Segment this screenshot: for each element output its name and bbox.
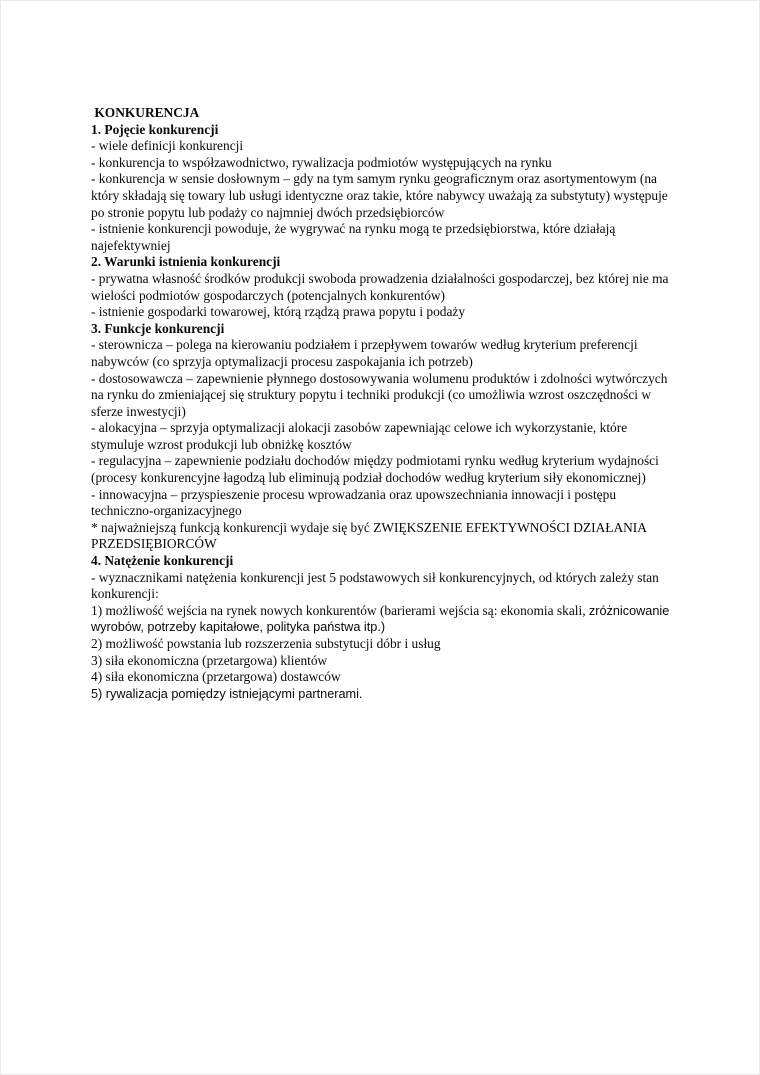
doc-text-run: - wyznacznikami natężenia konkurencji jest 5 podstawowych sił konkurencyjnych, od których zależy stan konkurencji: <box>91 569 663 602</box>
document-body <box>91 105 671 702</box>
doc-heading <box>91 122 671 139</box>
doc-text-run: 2) możliwość powstania lub rozszerzenia substytucji dóbr i usług <box>91 636 441 651</box>
doc-text-run: - alokacyjna – sprzyja optymalizacji alokacji zasobów zapewniając celowe ich wykorzystanie, które stymuluje wzrost produkcji lub obniżkę kosztów <box>91 420 631 452</box>
doc-text-run: 3. Funkcje konkurencji <box>91 320 225 336</box>
doc-paragraph <box>91 171 671 221</box>
doc-text-run: - wiele definicji konkurencji <box>91 138 244 154</box>
doc-text-run: 3) siła ekonomiczna (przetargowa) klientów <box>91 652 328 668</box>
doc-text-run: - prywatna własność środków produkcji swoboda prowadzenia działalności gospodarczej, bez której nie ma wielości podmiotów gospodarczych (potencjalnych konkurentów) <box>91 270 672 303</box>
doc-paragraph <box>91 487 671 520</box>
doc-paragraph <box>91 520 671 553</box>
doc-text-run: 5) rywalizacja pomiędzy istniejącymi partnerami. <box>91 686 363 701</box>
doc-heading <box>91 321 671 338</box>
doc-text-run: KONKURENCJA <box>91 105 200 120</box>
doc-paragraph <box>91 371 671 421</box>
doc-paragraph <box>91 155 671 172</box>
doc-paragraph <box>91 420 671 453</box>
doc-text-run: * najważniejszą funkcją konkurencji wydaje się być ZWIĘKSZENIE EFEKTYWNOŚCI DZIAŁANIA PRZEDSIĘBIORCÓW <box>91 519 650 552</box>
doc-paragraph <box>91 271 671 304</box>
doc-text-run: - konkurencja w sensie dosłownym – gdy na tym samym rynku geograficznym oraz asortymentowym (na który składają się towary lub usługi identyczne oraz takie, które nabywcy uważają za substytuty) występuje po stronie popytu lub podaży co najmniej dwóch przedsiębiorców <box>91 171 672 220</box>
doc-text-run: - istnienie konkurencji powoduje, że wygrywać na rynku mogą te przedsiębiorstwa, które działają najefektywniej <box>91 221 619 253</box>
doc-paragraph <box>91 653 671 670</box>
doc-paragraph <box>91 304 671 321</box>
doc-paragraph <box>91 669 671 686</box>
doc-paragraph <box>91 686 671 703</box>
doc-heading <box>91 553 671 570</box>
doc-text-run: - innowacyjna – przyspieszenie procesu wprowadzania oraz upowszechniania innowacji i postępu techniczno-organizacyjnego <box>91 486 620 519</box>
doc-paragraph <box>91 138 671 155</box>
doc-text-run: 4) siła ekonomiczna (przetargowa) dostawców <box>91 669 341 685</box>
doc-text-run: 2. Warunki istnienia konkurencji <box>91 254 281 270</box>
doc-paragraph <box>91 603 671 636</box>
doc-text-run: 1. Pojęcie konkurencji <box>91 121 219 137</box>
doc-text-run: - sterownicza – polega na kierowaniu podziałem i przepływem towarów według kryterium preferencji nabywców (co sprzyja optymalizacji procesu zaspokajania ich potrzeb) <box>91 337 641 369</box>
doc-text-run: zróżnicowanie wyrobów, potrzeby kapitałowe, polityka państwa itp.) <box>91 603 673 635</box>
doc-paragraph <box>91 570 671 603</box>
doc-paragraph <box>91 636 671 653</box>
doc-text-run: - dostosowawcza – zapewnienie płynnego dostosowywania wolumenu produktów i zdolności wytwórczych na rynku do zmieniającej się struktury popytu i techniki produkcji (co umożliwia wzrost oszczędności w sferze inwestycji) <box>91 370 671 419</box>
doc-text-run: - konkurencja to współzawodnictwo, rywalizacja podmiotów występujących na rynku <box>91 154 552 170</box>
doc-text-run: - regulacyjna – zapewnienie podziału dochodów między podmiotami rynku według kryterium wydajności (procesy konkurencyjne łagodzą lub eliminują podział dochodów według kryterium siły ekonomicznej) <box>91 453 663 486</box>
doc-heading <box>91 254 671 271</box>
doc-text-run: - istnienie gospodarki towarowej, którą rządzą prawa popytu i podaży <box>91 304 466 320</box>
doc-paragraph <box>91 453 671 486</box>
doc-text-run: 1) możliwość wejścia na rynek nowych konkurentów (barierami wejścia są: ekonomia skali, <box>91 602 589 618</box>
doc-text-run: 4. Natężenie konkurencji <box>91 553 234 569</box>
doc-paragraph <box>91 337 671 370</box>
doc-heading <box>91 105 671 122</box>
doc-paragraph <box>91 221 671 254</box>
